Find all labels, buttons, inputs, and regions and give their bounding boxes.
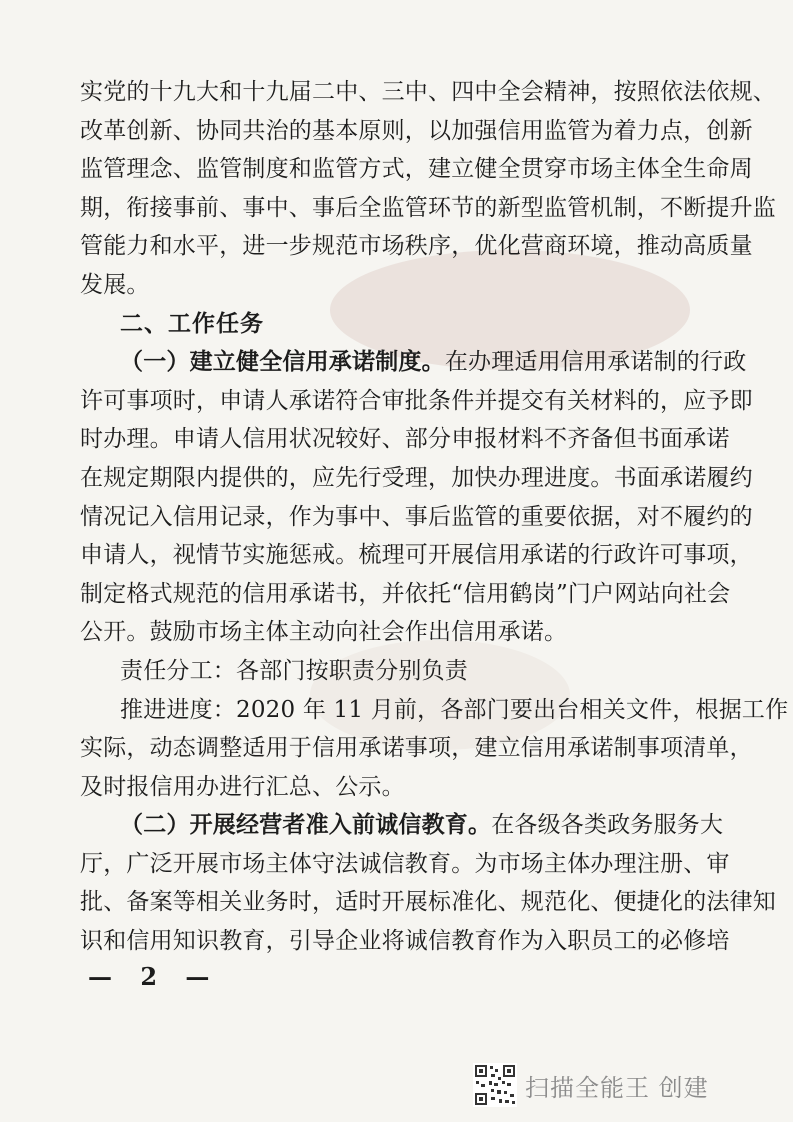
body-line: 改革创新、协同共治的基本原则，以加强信用监管为着力点，创新	[80, 117, 753, 144]
item-text: 在办理适用信用承诺制的行政	[444, 349, 747, 376]
item-title: （二）开展经营者准入前诚信教育。	[120, 812, 492, 839]
section-heading: 二、工作任务	[120, 310, 264, 337]
body-line: 厅，广泛开展市场主体守法诚信教育。为市场主体办理注册、审	[80, 850, 730, 877]
body-line: 批、备案等相关业务时，适时开展标准化、规范化、便捷化的法律知	[80, 889, 776, 916]
body-line: 公开。鼓励市场主体主动向社会作出信用承诺。	[80, 619, 568, 646]
page-number: — 2 —	[88, 962, 220, 991]
body-line: 实际，动态调整适用于信用承诺事项，建立信用承诺制事项清单，	[80, 735, 753, 762]
scanner-watermark	[473, 1062, 709, 1108]
item-first-line	[80, 806, 724, 845]
watermark-text: 扫描全能王 创建	[525, 1073, 709, 1102]
body-line: 管能力和水平，进一步规范市场秩序，优化营商环境，推动高质量	[80, 233, 753, 260]
body-line: 及时报信用办进行汇总、公示。	[80, 773, 405, 800]
body-line: 情况记入信用记录，作为事中、事后监管的重要依据，对不履约的	[80, 503, 753, 530]
body-line: 制定格式规范的信用承诺书，并依托“信用鹤岗”门户网站向社会	[80, 580, 731, 607]
responsibility-line: 责任分工：各部门按职责分别负责	[120, 657, 468, 684]
item-text: 在各级各类政务服务大	[491, 812, 724, 839]
body-line: 申请人，视情节实施惩戒。梳理可开展信用承诺的行政许可事项，	[80, 542, 753, 569]
body-line: 发展。	[80, 271, 150, 298]
body-line: 在规定期限内提供的，应先行受理，加快办理进度。书面承诺履约	[80, 464, 753, 491]
document-body	[80, 73, 789, 961]
progress-line: 推进进度：2020 年 11 月前，各部门要出台相关文件，根据工作	[120, 696, 789, 723]
item-title: （一）建立健全信用承诺制度。	[120, 349, 445, 376]
qr-code-icon	[473, 1063, 517, 1107]
body-line: 时办理。申请人信用状况较好、部分申报材料不齐备但书面承诺	[80, 426, 730, 453]
body-line: 许可事项时，申请人承诺符合审批条件并提交有关材料的，应予即	[80, 387, 753, 414]
body-line: 实党的十九大和十九届二中、三中、四中全会精神，按照依法依规、	[80, 79, 776, 105]
item-first-line	[80, 343, 747, 382]
body-line: 识和信用知识教育，引导企业将诚信教育作为入职员工的必修培	[80, 928, 730, 955]
body-line: 监管理念、监管制度和监管方式，建立健全贯穿市场主体全生命周	[80, 156, 753, 183]
body-line: 期，衔接事前、事中、事后全监管环节的新型监管机制，不断提升监	[80, 194, 776, 221]
